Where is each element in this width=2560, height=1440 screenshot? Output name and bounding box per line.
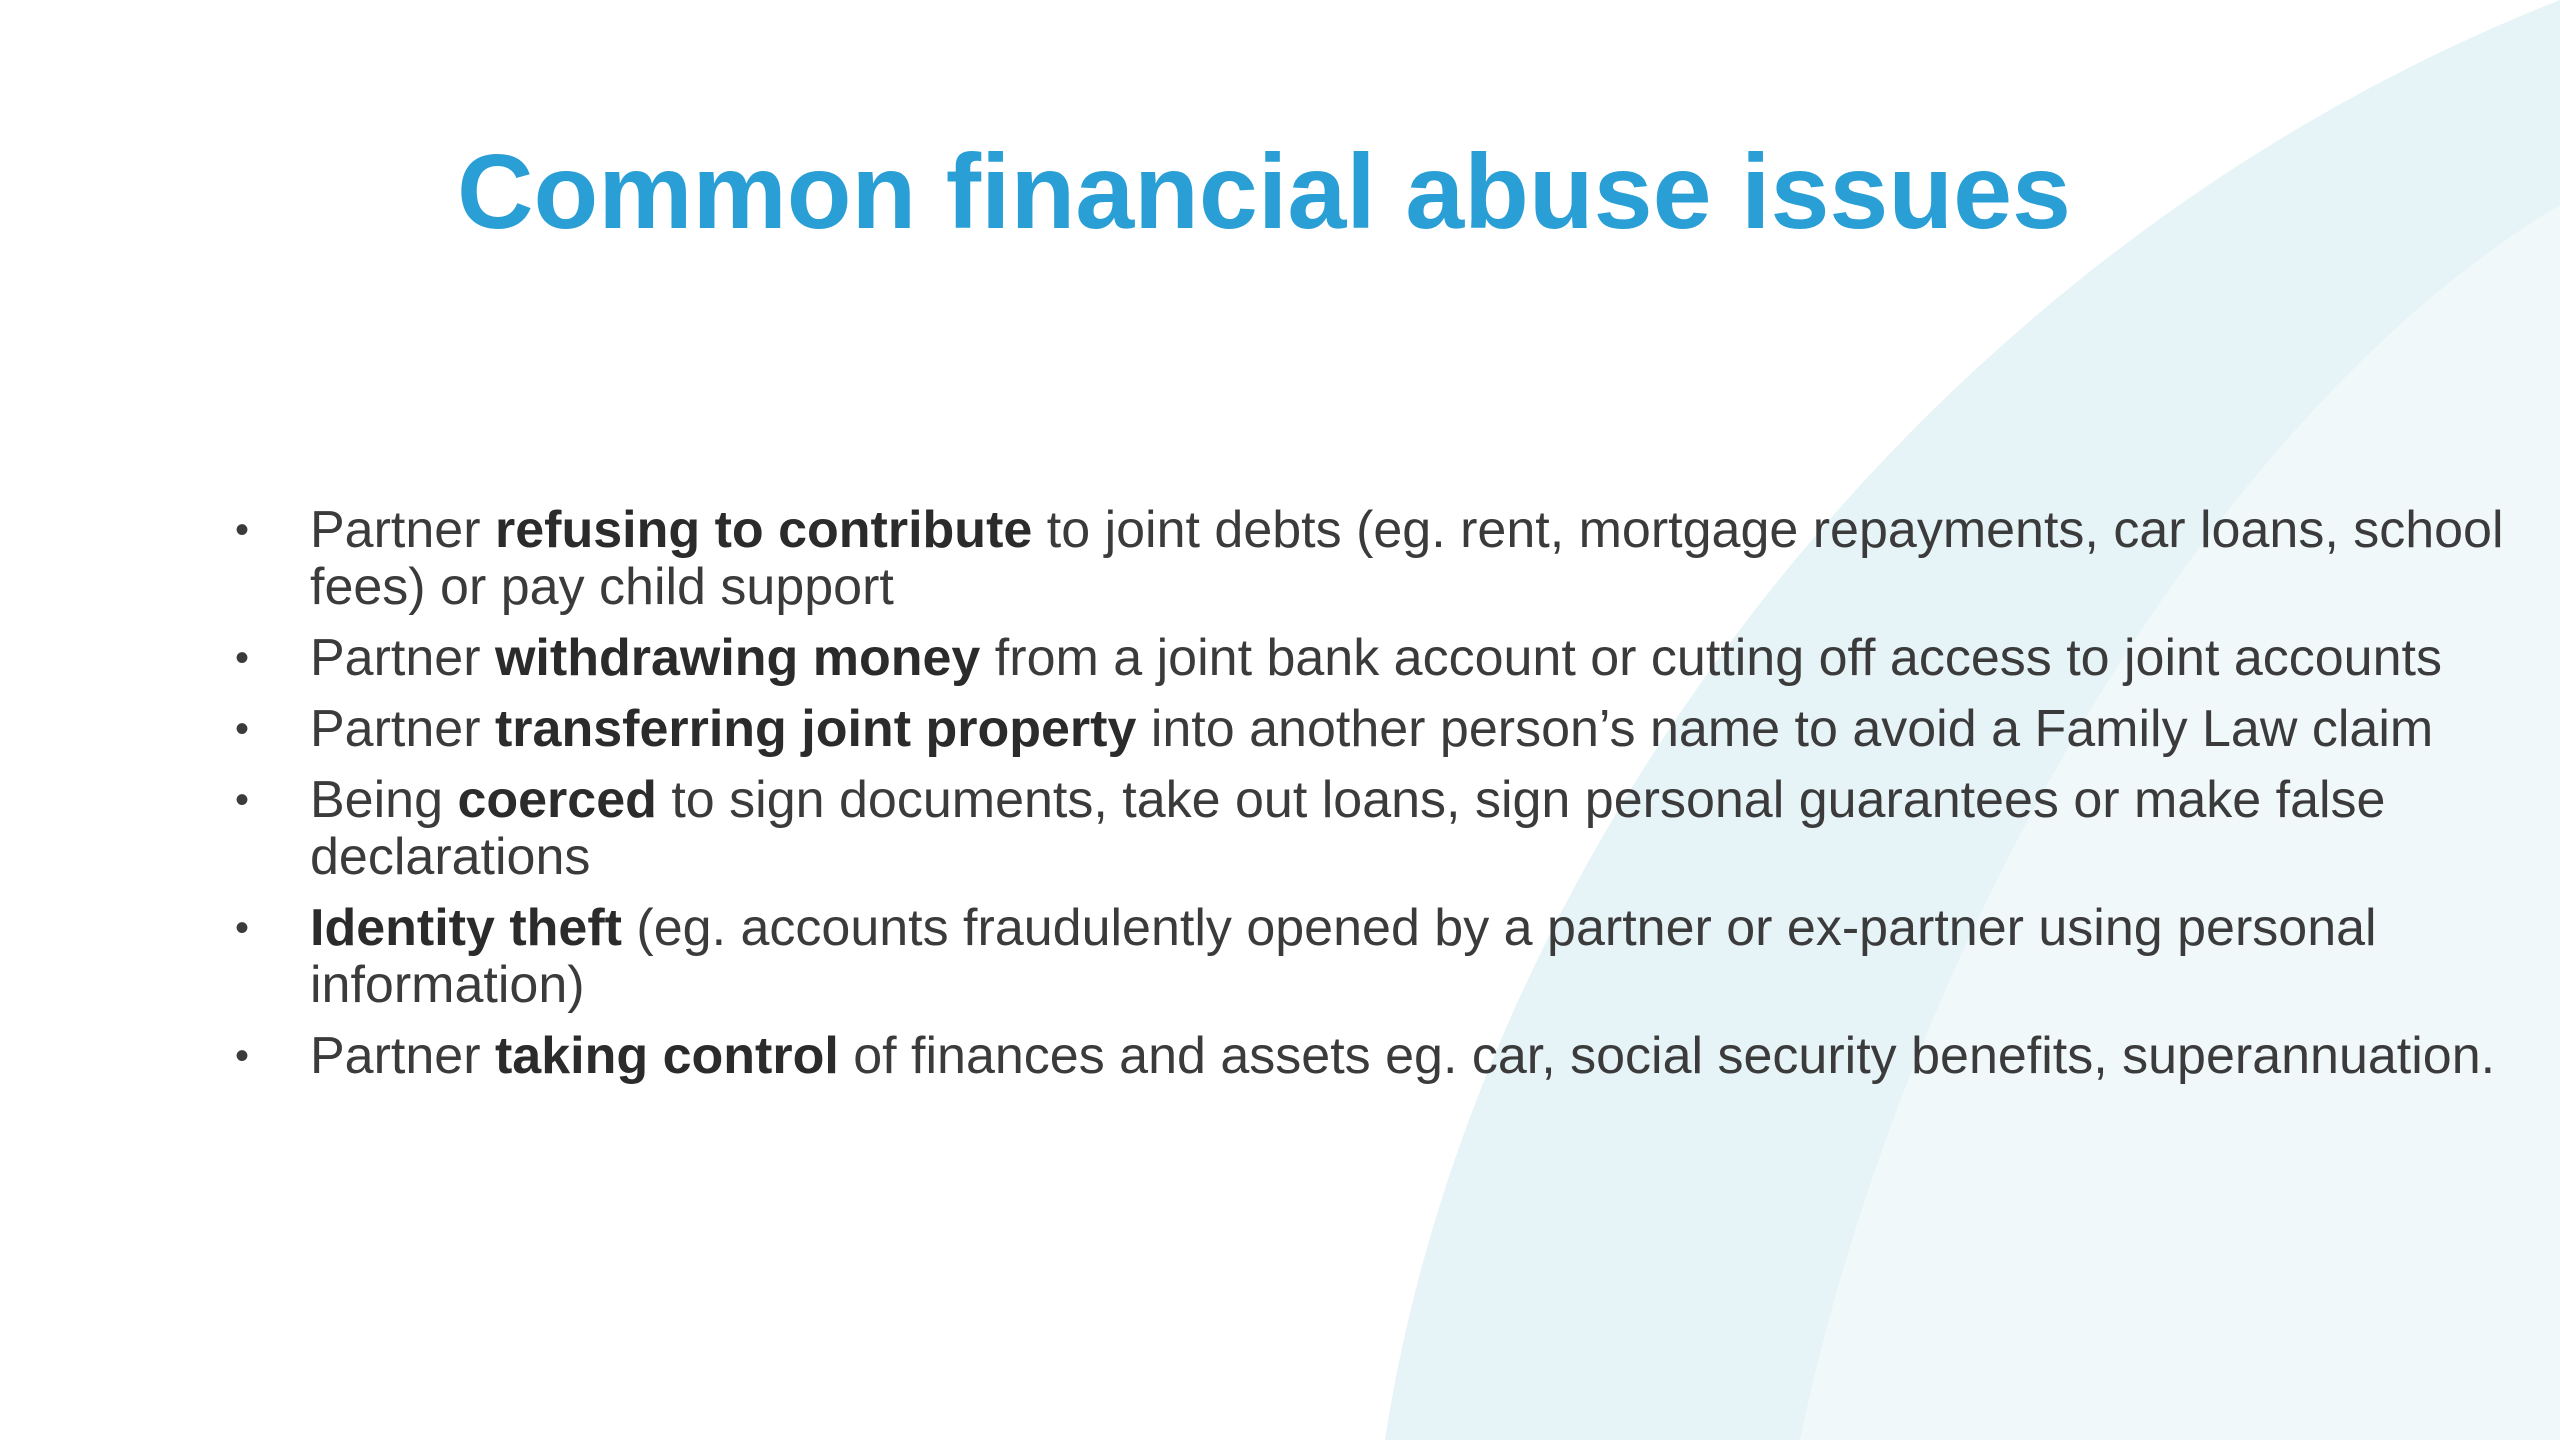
bullet-marker: • bbox=[235, 778, 250, 822]
bullet-item bbox=[230, 772, 2530, 886]
bullet-text-bold: coerced bbox=[457, 771, 657, 829]
bullet-marker: • bbox=[235, 906, 250, 950]
bullet-marker: • bbox=[235, 1034, 250, 1078]
bullet-marker: • bbox=[235, 508, 250, 552]
bullet-marker: • bbox=[235, 636, 250, 680]
bullet-text-pre: Partner bbox=[310, 1027, 495, 1085]
bullet-text-post: to sign documents, take out loans, sign personal guarantees or make false declarations bbox=[310, 771, 2386, 886]
slide-title: Common financial abuse issues bbox=[456, 133, 2071, 251]
bullet-text-post: into another person’s name to avoid a Family Law claim bbox=[1136, 700, 2434, 758]
bullet-text-pre: Being bbox=[310, 771, 458, 829]
bullet-text-pre: Partner bbox=[310, 629, 495, 687]
bullet-item bbox=[230, 701, 2530, 758]
bullet-text-bold: transferring joint property bbox=[494, 700, 1137, 758]
bullet-item bbox=[230, 900, 2530, 1014]
bullet-text-bold: withdrawing money bbox=[494, 629, 981, 687]
bullet-list bbox=[230, 502, 2530, 1099]
bullet-text-post: of finances and assets eg. car, social security benefits, superannuation. bbox=[838, 1027, 2496, 1085]
bullet-text-pre: Partner bbox=[310, 700, 495, 758]
bullet-text-post: to joint debts (eg. rent, mortgage repayments, car loans, school fees) or pay child support bbox=[310, 501, 2504, 616]
bullet-item bbox=[230, 630, 2530, 687]
bullet-text-bold: taking control bbox=[494, 1027, 839, 1085]
bullet-text-bold: Identity theft bbox=[310, 899, 622, 957]
bullet-item bbox=[230, 1028, 2530, 1085]
bullet-text-post: from a joint bank account or cutting off access to joint accounts bbox=[980, 629, 2442, 687]
bullet-text-pre: Partner bbox=[310, 501, 495, 559]
bullet-item bbox=[230, 502, 2530, 616]
bullet-text-bold: refusing to contribute bbox=[494, 501, 1033, 559]
bullet-text-post: (eg. accounts fraudulently opened by a partner or ex-partner using personal information) bbox=[310, 899, 2377, 1014]
bullet-marker: • bbox=[235, 707, 250, 751]
